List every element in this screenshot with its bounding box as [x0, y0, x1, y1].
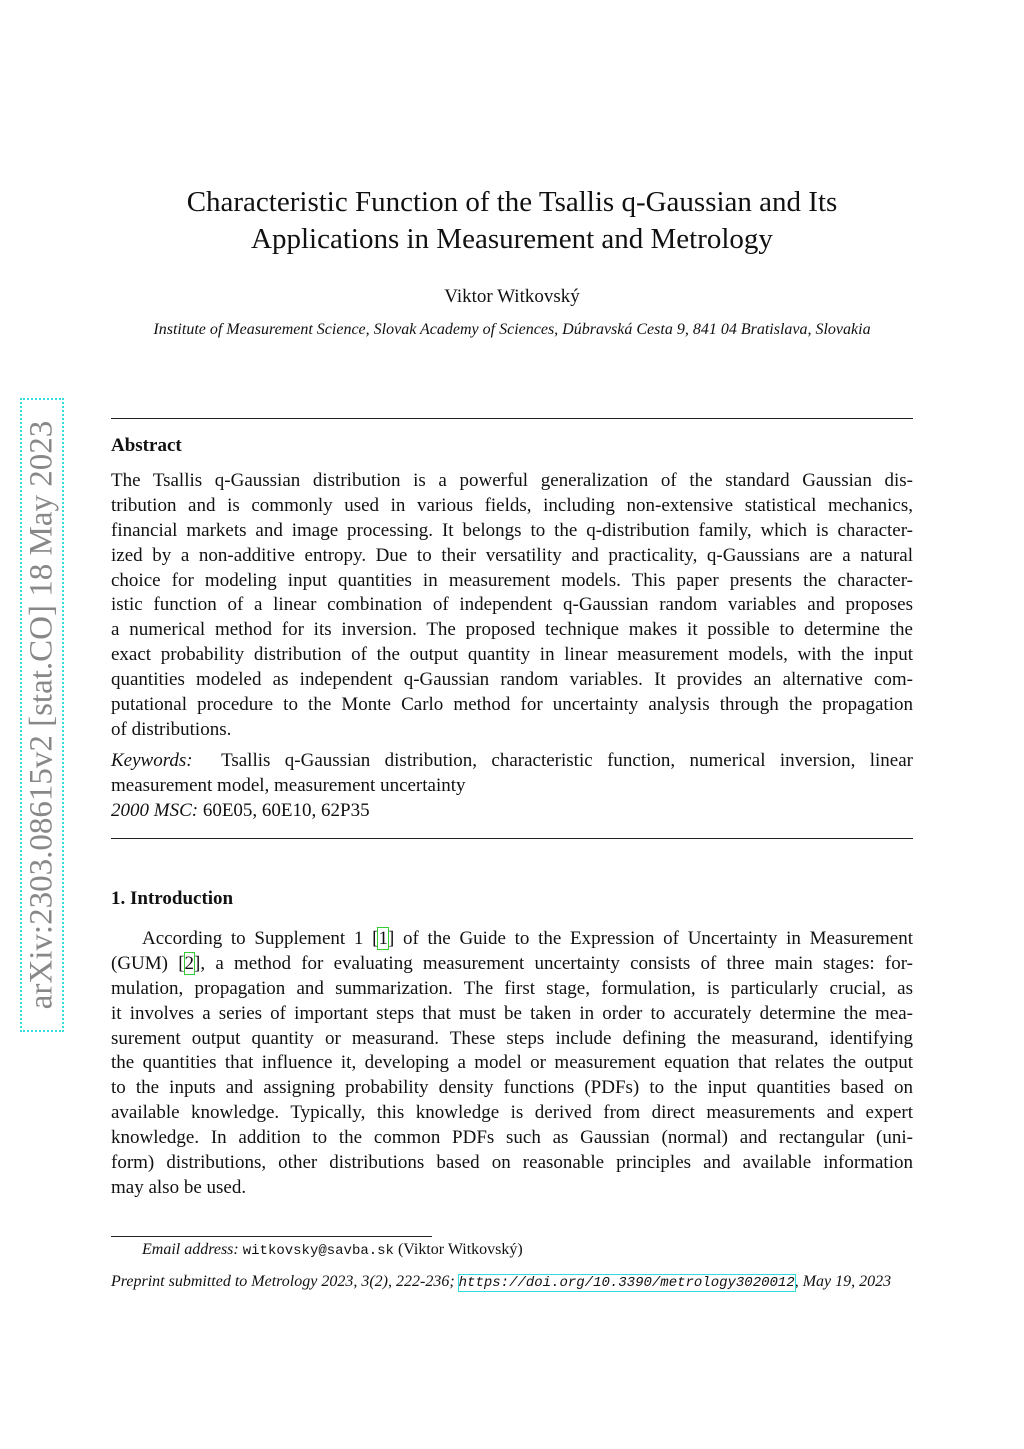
- text-line: exact probability distribution of the output quantity in linear measurement models, with the input: [111, 644, 913, 666]
- footnote-rule: [111, 1236, 432, 1237]
- abstract-heading: Abstract: [111, 435, 182, 456]
- intro-heading: 1. Introduction: [111, 888, 234, 909]
- preprint-date: , May 19, 2023: [794, 1273, 892, 1290]
- text-line: may also be used.: [111, 1176, 247, 1198]
- text-line: choice for modeling input quantities in measurement models. This paper presents the character-: [111, 569, 913, 591]
- preprint-text: Preprint submitted to Metrology 2023, 3(2), 222-236;: [111, 1273, 459, 1290]
- text-line: tribution and is commonly used in various fields, including non-extensive statistical mechanics,: [111, 494, 913, 516]
- keywords: [111, 749, 913, 824]
- text-line: of distributions.: [111, 718, 232, 740]
- title-line-2: Applications in Measurement and Metrology: [251, 223, 773, 255]
- msc-label: 2000 MSC:: [111, 799, 199, 821]
- email-name: (Viktor Witkovský): [397, 1241, 523, 1258]
- text-line: knowledge. In addition to the common PDFs such as Gaussian (normal) and rectangular (uni-: [111, 1127, 913, 1149]
- footnote: [142, 1241, 523, 1259]
- text-line: it involves a series of important steps that must be taken in order to accurately determine the mea-: [111, 1002, 913, 1024]
- email-address[interactable]: witkovsky@savba.sk: [242, 1243, 394, 1259]
- text: (GUM) [: [111, 952, 185, 974]
- intro-body: [111, 927, 913, 1201]
- affiliation: Institute of Measurement Science, Slovak Academy of Sciences, Dúbravská Cesta 9, 841 04 Bratislava, Slovakia: [153, 321, 871, 338]
- keywords-text: Tsallis q-Gaussian distribution, characteristic function, numerical inversion, linear: [221, 750, 913, 771]
- divider-bottom: [111, 838, 913, 839]
- text-line: the quantities that influence it, developing a model or measurement equation that relates the output: [111, 1052, 913, 1074]
- text-line: istic function of a linear combination of independent q-Gaussian random variables and proposes: [111, 594, 913, 616]
- keywords-text-2: measurement model, measurement uncertainty: [111, 774, 466, 796]
- text-line: a numerical method for its inversion. The proposed technique makes it possible to determine the: [111, 619, 913, 641]
- citation-link-1[interactable]: 1: [378, 928, 388, 949]
- text-line: surement output quantity or measurand. These steps include defining the measurand, identifying: [111, 1027, 913, 1049]
- text: ] of the Guide to the Expression of Uncertainty in Measurement: [387, 928, 913, 949]
- text-line: ized by a non-additive entropy. Due to their versatility and practicality, q-Gaussians are a natural: [111, 544, 913, 566]
- divider-top: [111, 418, 913, 419]
- text-line: financial markets and image processing. It belongs to the q-distribution family, which is character-: [111, 519, 913, 541]
- text-line: The Tsallis q-Gaussian distribution is a powerful generalization of the standard Gaussian dis-: [111, 470, 913, 491]
- text-line: putational procedure to the Monte Carlo method for uncertainty analysis through the propagation: [111, 694, 913, 716]
- msc-codes: 60E05, 60E10, 62P35: [202, 799, 370, 821]
- arxiv-identifier: arXiv:2303.08615v2 [stat.CO] 18 May 2023: [23, 420, 60, 1010]
- text-line: available knowledge. Typically, this knowledge is derived from direct measurements and expert: [111, 1102, 913, 1124]
- abstract-body: [111, 469, 913, 743]
- keywords-label: Keywords:: [111, 750, 193, 771]
- text-line: form) distributions, other distributions based on reasonable principles and available information: [111, 1152, 913, 1174]
- citation-link-2[interactable]: 2: [184, 952, 195, 974]
- text: According to Supplement 1 [: [142, 928, 379, 949]
- preprint-note: [111, 1273, 891, 1291]
- arxiv-stamp[interactable]: [20, 398, 64, 1032]
- paper-title: [0, 184, 1024, 258]
- text: ], a method for evaluating measurement uncertainty consists of three main stages: for-: [194, 952, 913, 974]
- text-line: quantities modeled as independent q-Gaussian random variables. It provides an alternative com-: [111, 669, 913, 691]
- email-label: Email address:: [142, 1241, 239, 1258]
- text-line: mulation, propagation and summarization. The first stage, formulation, is particularly crucial, as: [111, 977, 913, 999]
- author: Viktor Witkovský: [444, 286, 580, 307]
- text-line: to the inputs and assigning probability density functions (PDFs) to the input quantities based on: [111, 1077, 913, 1099]
- title-line-1: Characteristic Function of the Tsallis q-Gaussian and Its: [186, 186, 838, 218]
- doi-link[interactable]: https://doi.org/10.3390/metrology3020012: [458, 1275, 795, 1291]
